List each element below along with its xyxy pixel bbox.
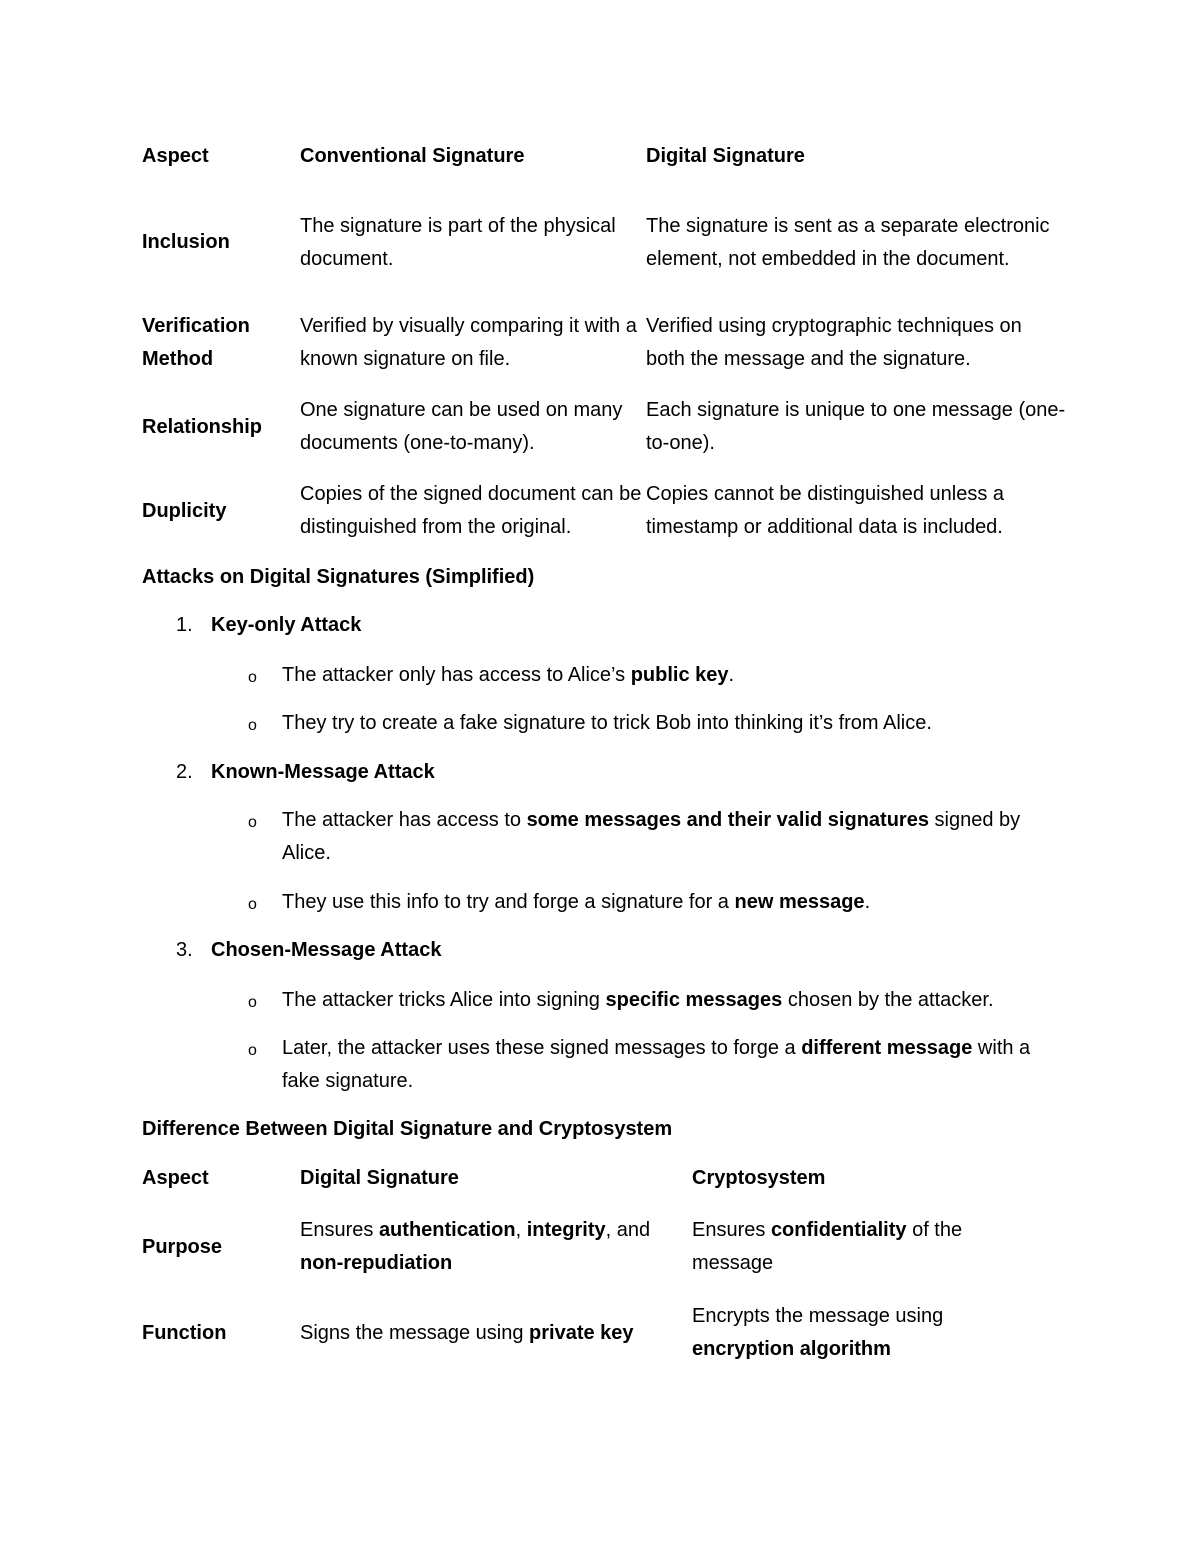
- table1-header-aspect: Aspect: [142, 145, 209, 167]
- table1-row: [0, 478, 1200, 544]
- table2-digital: Ensures authentication, integrity, and non-repudiation: [300, 1219, 651, 1274]
- attack-point: They try to create a fake signature to trick Bob into thinking it’s from Alice.: [282, 712, 932, 734]
- attack-point: The attacker has access to some messages and their valid signatures signed by Alice.: [282, 809, 1021, 864]
- table2-aspect: Purpose: [142, 1235, 223, 1258]
- difference-heading: Difference Between Digital Signature and Cryptosystem: [142, 1118, 673, 1140]
- attack-title: Chosen-Message Attack: [211, 939, 442, 961]
- table1-aspect: Inclusion: [142, 231, 230, 253]
- table1-conventional: Copies of the signed document can be distinguished from the original.: [300, 483, 642, 538]
- table2-header-crypto: Cryptosystem: [692, 1167, 826, 1189]
- table1-digital: Each signature is unique to one message (one-to-one).: [646, 399, 1066, 454]
- list-number: 3.: [176, 939, 193, 961]
- table1-digital: Copies cannot be distinguished unless a timestamp or additional data is included.: [646, 483, 1005, 538]
- attack-point: The attacker tricks Alice into signing specific messages chosen by the attacker.: [282, 989, 994, 1011]
- bullet-icon: o: [248, 717, 257, 734]
- list-number: 1.: [176, 614, 193, 636]
- table2-header-aspect: Aspect: [142, 1167, 209, 1189]
- table2-digital: Signs the message using private key: [300, 1321, 634, 1344]
- bullet-icon: o: [248, 814, 257, 831]
- bullet-icon: o: [248, 994, 257, 1011]
- table2-header-row: [0, 1162, 1200, 1196]
- bullet-icon: o: [248, 896, 257, 913]
- table1-conventional: One signature can be used on many documents (one-to-many).: [300, 399, 623, 454]
- table1-aspect: Verification Method: [142, 315, 250, 370]
- table2-crypto: Encrypts the message using encryption algorithm: [692, 1305, 944, 1360]
- table1-row: [0, 310, 1200, 376]
- table2-row-purpose: [0, 1214, 1200, 1280]
- table2-aspect: Function: [142, 1321, 227, 1344]
- table1-digital: Verified using cryptographic techniques on both the message and the signature.: [646, 315, 1022, 370]
- table2-header-digital: Digital Signature: [300, 1167, 459, 1189]
- attack-title: Known-Message Attack: [211, 761, 435, 783]
- table1-digital: The signature is sent as a separate electronic element, not embedded in the document.: [646, 214, 1050, 270]
- attacks-heading: Attacks on Digital Signatures (Simplified): [142, 566, 535, 588]
- attack-point: They use this info to try and forge a signature for a new message.: [282, 891, 871, 913]
- table1-header-digital: Digital Signature: [646, 145, 805, 167]
- bullet-icon: o: [248, 669, 257, 686]
- table1-aspect: Relationship: [142, 415, 263, 438]
- table1-row: [0, 193, 1200, 292]
- table2-row-function: [0, 1300, 1200, 1366]
- table2-crypto: Ensures confidentiality of the message: [692, 1219, 963, 1274]
- attack-point: The attacker only has access to Alice’s public key.: [282, 664, 735, 686]
- table1-header-conventional: Conventional Signature: [300, 145, 525, 167]
- table1-conventional: Verified by visually comparing it with a known signature on file.: [300, 315, 637, 370]
- bullet-icon: o: [248, 1042, 257, 1059]
- table1-conventional: The signature is part of the physical document.: [300, 214, 616, 270]
- attack-title: Key-only Attack: [211, 614, 362, 636]
- table1-row: [0, 394, 1200, 460]
- table1-header-row: [0, 140, 1200, 174]
- attack-point: Later, the attacker uses these signed messages to forge a different message with a fake signature.: [282, 1037, 1031, 1092]
- table1-aspect: Duplicity: [142, 499, 227, 522]
- list-number: 2.: [176, 761, 193, 783]
